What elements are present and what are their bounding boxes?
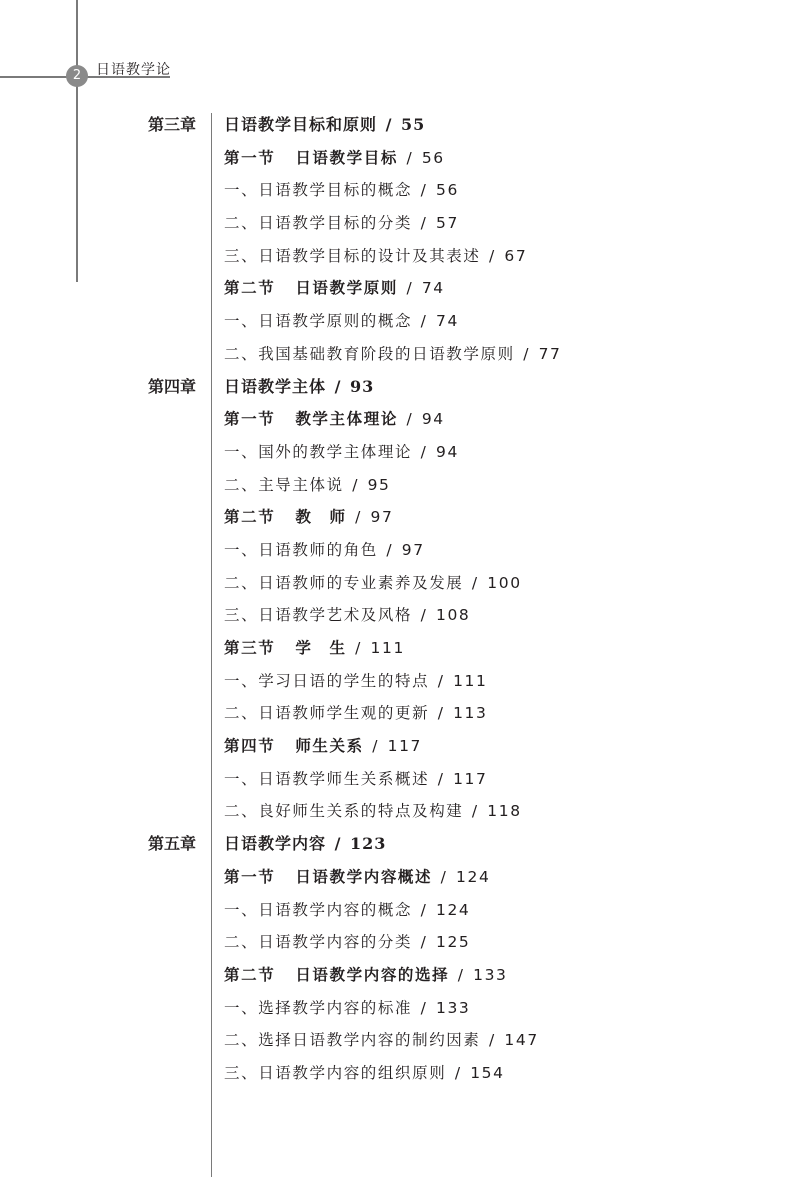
page-number: 93: [350, 376, 375, 396]
toc-row: [0, 991, 800, 1024]
subsection-entry[interactable]: 二、选择日语教学内容的制约因素 / 147: [224, 1031, 539, 1050]
section-title: 日语教学内容概述: [295, 867, 433, 886]
toc-row: [0, 1023, 800, 1056]
page-number: 94: [436, 442, 459, 461]
page-number: 133: [473, 965, 508, 984]
section-title: 教学主体理论: [295, 410, 398, 429]
subsection-title: 二、日语教师的专业素养及发展: [224, 573, 464, 592]
chapter-label: 第五章: [148, 834, 197, 854]
subsection-entry[interactable]: 一、日语教学师生关系概述 / 117: [224, 769, 488, 788]
page-number: 108: [436, 606, 471, 625]
page-number: 124: [456, 867, 491, 886]
page-number: 67: [504, 246, 528, 265]
subsection-title: 二、我国基础教育阶段的日语教学原则: [224, 344, 515, 363]
page-number: 94: [421, 410, 445, 429]
subsection-entry[interactable]: 一、日语教学原则的概念 / 74: [224, 312, 459, 331]
subsection-entry[interactable]: 一、日语教学目标的概念 / 56: [224, 181, 459, 200]
toc-row: [0, 468, 800, 501]
toc-row: [0, 173, 800, 206]
toc-row: [0, 206, 800, 239]
subsection-entry[interactable]: 三、日语教学艺术及风格 / 108: [224, 606, 471, 625]
section-number: 第一节: [224, 410, 276, 429]
section-entry[interactable]: 第二节 教 师 / 97: [224, 508, 394, 527]
subsection-title: 二、良好师生关系的特点及构建: [224, 802, 464, 821]
section-entry[interactable]: 第一节 日语教学内容概述 / 124: [224, 867, 491, 886]
running-head-title: 日语教学论: [96, 62, 171, 78]
subsection-entry[interactable]: 一、日语教师的角色 / 97: [224, 540, 425, 559]
toc-row: [0, 141, 800, 174]
section-number: 第二节: [224, 965, 276, 984]
page-number: 56: [421, 148, 445, 167]
page-number: 111: [370, 639, 405, 657]
page-number: 154: [470, 1063, 505, 1082]
subsection-title: 一、日语教学师生关系概述: [224, 769, 430, 788]
toc-row: [0, 337, 800, 370]
page-number: 124: [436, 900, 471, 919]
subsection-entry[interactable]: 一、国外的教学主体理论 / 94: [224, 442, 459, 461]
subsection-entry[interactable]: 二、日语教师学生观的更新 / 113: [224, 704, 488, 723]
page-number: 55: [401, 115, 426, 134]
toc-row: [0, 762, 800, 795]
toc-row: [0, 794, 800, 827]
toc-row: [0, 271, 800, 304]
section-number: 第四节: [224, 737, 276, 756]
subsection-title: 三、日语教学内容的组织原则: [224, 1063, 447, 1082]
toc-row: [0, 304, 800, 337]
toc-row: [0, 239, 800, 272]
page-number: 117: [453, 769, 488, 788]
section-title: 日语教学目标: [295, 148, 398, 167]
chapter-entry[interactable]: 日语教学目标和原则 / 55: [224, 115, 426, 134]
subsection-title: 一、日语教学目标的概念: [224, 181, 413, 200]
subsection-title: 一、学习日语的学生的特点: [224, 671, 430, 690]
page-number-badge: 2: [66, 65, 88, 87]
section-title: 日语教学原则: [295, 279, 398, 298]
subsection-title: 一、国外的教学主体理论: [224, 442, 413, 461]
toc-row: [0, 566, 800, 599]
section-number: 第二节: [224, 279, 276, 298]
chapter-title: 日语教学内容: [224, 834, 327, 854]
toc-row: [0, 958, 800, 991]
page-number: 100: [487, 573, 522, 592]
toc-row: [0, 598, 800, 631]
chapter-label: 第四章: [148, 376, 197, 396]
page-number: 123: [350, 834, 387, 854]
page-number: 97: [401, 540, 425, 559]
toc-row: [0, 370, 800, 403]
subsection-entry[interactable]: 三、日语教学内容的组织原则 / 154: [224, 1063, 505, 1082]
toc-row: [0, 108, 800, 141]
section-entry[interactable]: 第二节 日语教学原则 / 74: [224, 279, 445, 298]
toc-row: [0, 860, 800, 893]
chapter-title: 日语教学目标和原则: [224, 115, 378, 134]
toc-row: [0, 435, 800, 468]
subsection-title: 二、日语教师学生观的更新: [224, 704, 430, 723]
section-entry[interactable]: 第一节 教学主体理论 / 94: [224, 410, 445, 429]
page-number: 147: [504, 1031, 539, 1050]
subsection-entry[interactable]: 二、日语教师的专业素养及发展 / 100: [224, 573, 522, 592]
subsection-entry[interactable]: 一、选择教学内容的标准 / 133: [224, 998, 471, 1017]
subsection-entry[interactable]: 二、日语教学内容的分类 / 125: [224, 933, 471, 952]
page-number: 56: [436, 181, 459, 200]
subsection-title: 三、日语教学目标的设计及其表述: [224, 246, 481, 265]
subsection-title: 一、日语教师的角色: [224, 540, 378, 559]
page-number: 125: [436, 933, 471, 952]
subsection-entry[interactable]: 三、日语教学目标的设计及其表述 / 67: [224, 246, 528, 265]
subsection-entry[interactable]: 一、学习日语的学生的特点 / 111: [224, 671, 488, 690]
subsection-title: 二、选择日语教学内容的制约因素: [224, 1031, 481, 1050]
toc-row: [0, 500, 800, 533]
subsection-entry[interactable]: 二、日语教学目标的分类 / 57: [224, 214, 459, 233]
page-number: 118: [487, 802, 522, 821]
subsection-title: 二、主导主体说: [224, 475, 344, 494]
subsection-title: 二、日语教学目标的分类: [224, 214, 413, 233]
page-number: 97: [370, 508, 394, 527]
subsection-title: 一、日语教学原则的概念: [224, 312, 413, 331]
subsection-entry[interactable]: 二、主导主体说 / 95: [224, 475, 391, 494]
toc-row: [0, 533, 800, 566]
subsection-title: 三、日语教学艺术及风格: [224, 606, 413, 625]
page-number: 111: [453, 671, 488, 690]
section-title: 师生关系: [295, 737, 364, 756]
page-number: 77: [538, 344, 562, 363]
section-title: 学 生: [295, 639, 347, 657]
section-entry[interactable]: 第四节 师生关系 / 117: [224, 737, 422, 756]
toc-row: [0, 827, 800, 860]
toc-row: [0, 925, 800, 958]
section-entry[interactable]: 第三节 学 生 / 111: [224, 639, 405, 657]
toc-row: [0, 402, 800, 435]
chapter-entry[interactable]: 日语教学内容 / 123: [224, 834, 387, 854]
page-number: 117: [387, 737, 422, 756]
section-entry[interactable]: 第二节 日语教学内容的选择 / 133: [224, 965, 508, 984]
page-number: 57: [436, 214, 459, 233]
page-number: 74: [421, 279, 445, 298]
page-number: 133: [436, 998, 471, 1017]
chapter-label: 第三章: [148, 115, 197, 134]
subsection-title: 二、日语教学内容的分类: [224, 933, 413, 952]
section-number: 第一节: [224, 867, 276, 886]
toc-row: [0, 631, 800, 664]
page-number: 113: [453, 704, 488, 723]
toc-row: [0, 696, 800, 729]
chapter-title: 日语教学主体: [224, 376, 327, 396]
section-title: 日语教学内容的选择: [295, 965, 450, 984]
subsection-entry[interactable]: 二、良好师生关系的特点及构建 / 118: [224, 802, 522, 821]
toc-row: [0, 893, 800, 926]
subsection-title: 一、选择教学内容的标准: [224, 998, 413, 1017]
section-number: 第二节: [224, 508, 276, 527]
page-number: 74: [436, 312, 459, 331]
toc-row: [0, 664, 800, 697]
chapter-entry[interactable]: 日语教学主体 / 93: [224, 376, 375, 396]
subsection-entry[interactable]: 二、我国基础教育阶段的日语教学原则 / 77: [224, 344, 562, 363]
toc-row: [0, 1056, 800, 1089]
section-number: 第三节: [224, 639, 276, 657]
section-title: 教 师: [295, 508, 347, 527]
page-number: 95: [367, 475, 391, 494]
table-of-contents: [0, 108, 800, 1089]
section-entry[interactable]: 第一节 日语教学目标 / 56: [224, 148, 445, 167]
subsection-entry[interactable]: 一、日语教学内容的概念 / 124: [224, 900, 471, 919]
toc-row: [0, 729, 800, 762]
subsection-title: 一、日语教学内容的概念: [224, 900, 413, 919]
section-number: 第一节: [224, 148, 276, 167]
